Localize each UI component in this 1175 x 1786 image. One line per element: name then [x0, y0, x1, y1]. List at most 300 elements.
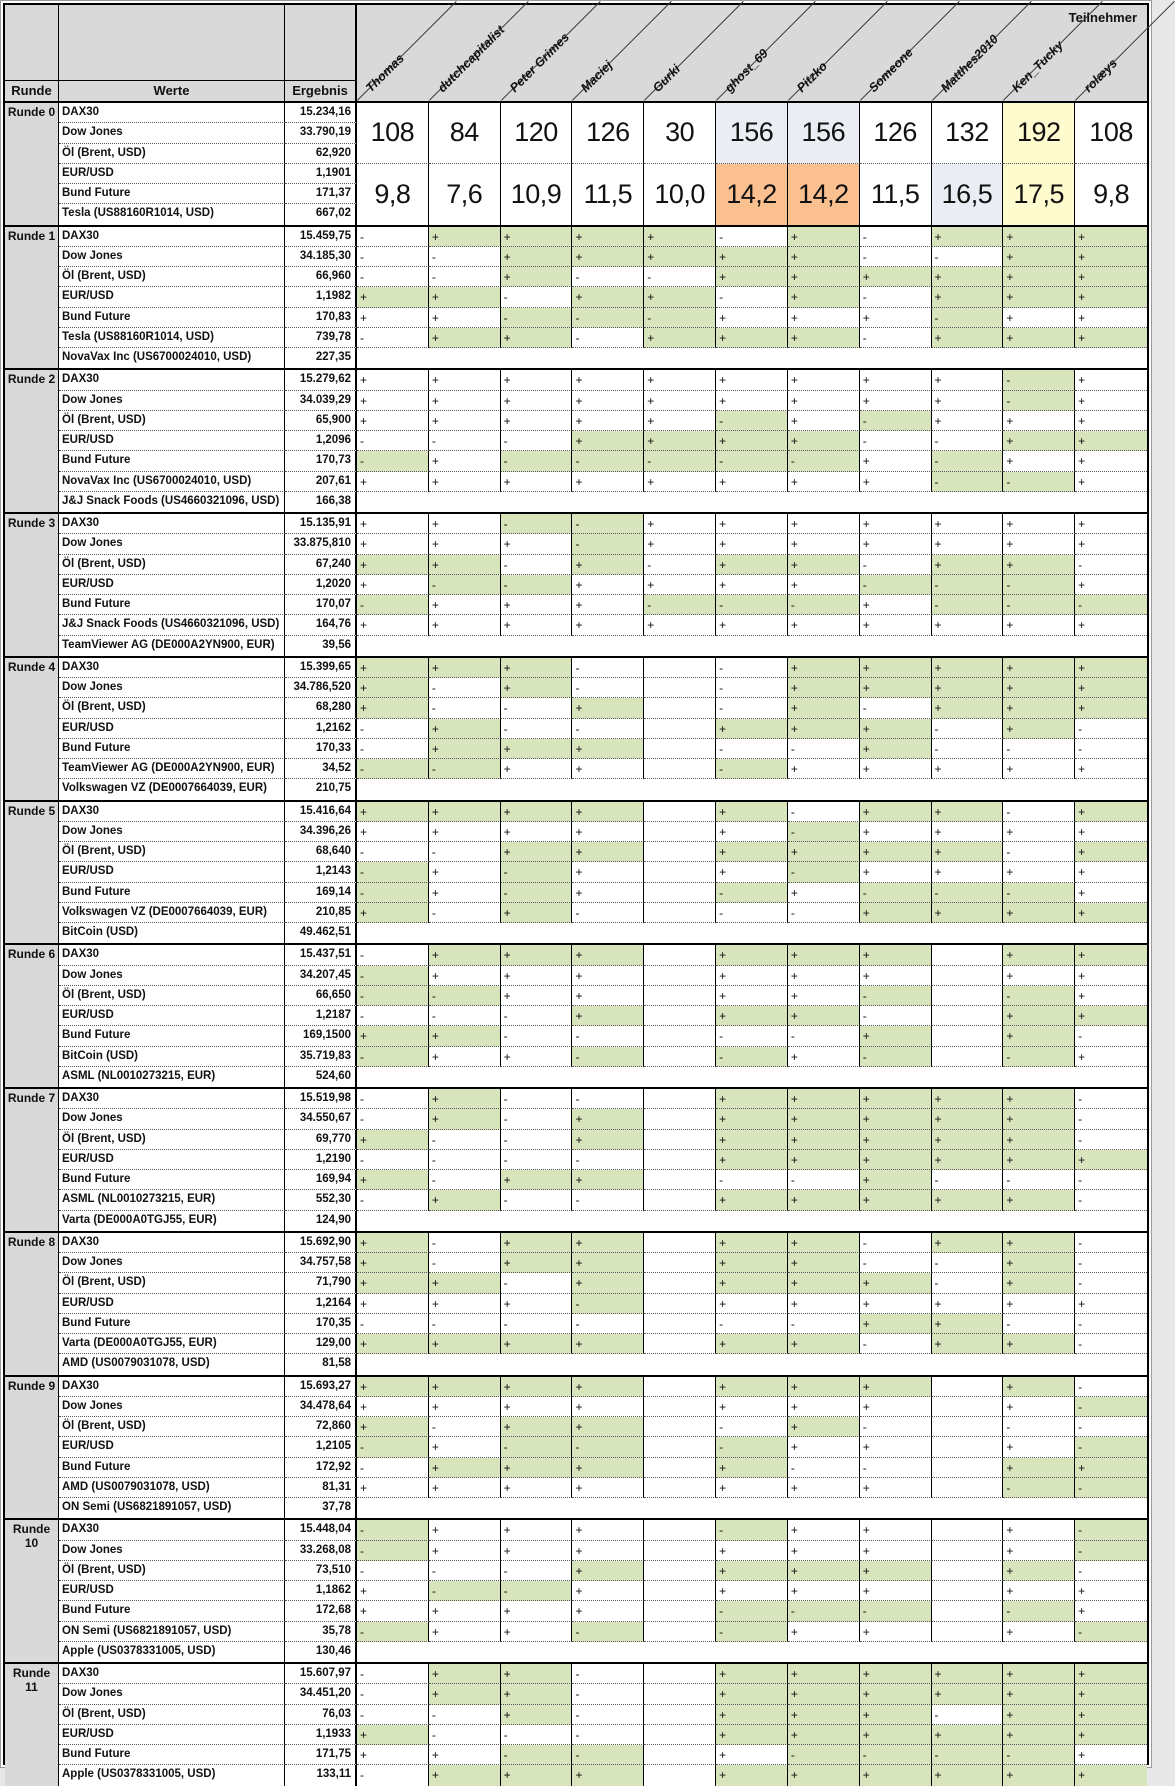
guess-down-cell[interactable]: -	[860, 575, 932, 595]
guess-up-cell[interactable]: +	[429, 555, 501, 575]
ergebnis-cell[interactable]: 34,52	[285, 759, 357, 779]
werte-cell[interactable]: NovaVax Inc (US6700024010, USD)	[59, 472, 285, 492]
ergebnis-cell[interactable]: 207,61	[285, 472, 357, 492]
guess-down-cell[interactable]: -	[357, 595, 429, 615]
guess-up-cell[interactable]: +	[429, 1334, 501, 1354]
guess-up-cell[interactable]: +	[429, 411, 501, 431]
guess-up-cell[interactable]: +	[501, 247, 573, 267]
guess-up-cell[interactable]: +	[1003, 1581, 1075, 1601]
guess-up-cell[interactable]: +	[357, 472, 429, 492]
guess-up-cell[interactable]: +	[788, 1150, 860, 1170]
guess-down-cell[interactable]: -	[357, 1520, 429, 1540]
guess-up-cell[interactable]: +	[860, 822, 932, 842]
guess-down-cell[interactable]: -	[1075, 1314, 1147, 1334]
werte-cell[interactable]: Öl (Brent, USD)	[59, 1561, 285, 1581]
guess-up-cell[interactable]: +	[1075, 1745, 1147, 1765]
ergebnis-cell[interactable]: 15.234,16	[285, 103, 357, 123]
guess-up-cell[interactable]: +	[1003, 1397, 1075, 1417]
guess-up-cell[interactable]: +	[644, 575, 716, 595]
guess-down-cell[interactable]: -	[716, 1622, 788, 1642]
ergebnis-cell[interactable]: 33.268,08	[285, 1541, 357, 1561]
guess-up-cell[interactable]: +	[501, 1417, 573, 1437]
guess-up-cell[interactable]: +	[860, 391, 932, 411]
guess-up-cell[interactable]: +	[572, 802, 644, 822]
guess-up-cell[interactable]: +	[788, 1705, 860, 1725]
werte-cell[interactable]: Dow Jones	[59, 1684, 285, 1704]
empty-guess-cell[interactable]	[644, 945, 716, 965]
guess-up-cell[interactable]: +	[1003, 267, 1075, 287]
guess-up-cell[interactable]: +	[501, 1047, 573, 1067]
werte-cell[interactable]: Dow Jones	[59, 1541, 285, 1561]
empty-guess-cell[interactable]	[932, 1581, 1004, 1601]
empty-guess-cell[interactable]	[644, 883, 716, 903]
guess-up-cell[interactable]: +	[716, 308, 788, 328]
guess-up-cell[interactable]: +	[501, 370, 573, 390]
werte-cell[interactable]: BitCoin (USD)	[59, 923, 285, 943]
empty-guess-cell[interactable]	[644, 1581, 716, 1601]
ergebnis-cell[interactable]: 62,920	[285, 144, 357, 164]
guess-down-cell[interactable]: -	[429, 759, 501, 779]
guess-up-cell[interactable]: +	[788, 658, 860, 678]
guess-up-cell[interactable]: +	[788, 1581, 860, 1601]
guess-up-cell[interactable]: +	[716, 1397, 788, 1417]
guess-up-cell[interactable]: +	[1075, 698, 1147, 718]
guess-up-cell[interactable]: +	[716, 1233, 788, 1253]
ergebnis-cell[interactable]: 166,38	[285, 492, 357, 512]
guess-down-cell[interactable]: -	[572, 1294, 644, 1314]
empty-guess-cell[interactable]	[644, 759, 716, 779]
guess-up-cell[interactable]: +	[644, 431, 716, 451]
guess-up-cell[interactable]: +	[572, 1109, 644, 1129]
guess-down-cell[interactable]: -	[572, 1150, 644, 1170]
guess-down-cell[interactable]: -	[357, 1047, 429, 1067]
round-label[interactable]: Runde 9	[5, 1377, 59, 1519]
round-label[interactable]: Runde 1	[5, 227, 59, 369]
guess-down-cell[interactable]: -	[572, 451, 644, 471]
guess-down-cell[interactable]: -	[357, 1664, 429, 1684]
guess-down-cell[interactable]: -	[572, 1745, 644, 1765]
guess-down-cell[interactable]: -	[932, 1273, 1004, 1293]
guess-down-cell[interactable]: -	[429, 1725, 501, 1745]
guess-up-cell[interactable]: +	[501, 1170, 573, 1190]
guess-up-cell[interactable]: +	[788, 966, 860, 986]
guess-up-cell[interactable]: +	[429, 1622, 501, 1642]
guess-up-cell[interactable]: +	[1075, 534, 1147, 554]
guess-up-cell[interactable]: +	[572, 1601, 644, 1621]
ergebnis-cell[interactable]: 68,280	[285, 698, 357, 718]
guess-up-cell[interactable]: +	[572, 615, 644, 635]
guess-up-cell[interactable]: +	[501, 595, 573, 615]
werte-cell[interactable]: BitCoin (USD)	[59, 1047, 285, 1067]
guess-up-cell[interactable]: +	[788, 678, 860, 698]
guess-up-cell[interactable]: +	[932, 903, 1004, 923]
guess-up-cell[interactable]: +	[429, 1294, 501, 1314]
guess-down-cell[interactable]: -	[357, 1437, 429, 1457]
guess-up-cell[interactable]: +	[357, 615, 429, 635]
guess-up-cell[interactable]: +	[788, 1334, 860, 1354]
guess-up-cell[interactable]: +	[1003, 1130, 1075, 1150]
guess-up-cell[interactable]: +	[429, 1541, 501, 1561]
empty-guess-cell[interactable]	[932, 1026, 1004, 1046]
guess-down-cell[interactable]: -	[572, 903, 644, 923]
guess-up-cell[interactable]: +	[429, 966, 501, 986]
guess-up-cell[interactable]: +	[788, 328, 860, 348]
empty-guess-cell[interactable]	[644, 1190, 716, 1210]
guess-up-cell[interactable]: +	[788, 534, 860, 554]
participant-header[interactable]	[932, 5, 1004, 101]
guess-up-cell[interactable]: +	[644, 328, 716, 348]
guess-up-cell[interactable]: +	[357, 1377, 429, 1397]
ergebnis-cell[interactable]: 33.790,19	[285, 123, 357, 143]
guess-down-cell[interactable]: -	[501, 1314, 573, 1334]
guess-down-cell[interactable]: -	[429, 903, 501, 923]
guess-up-cell[interactable]: +	[357, 1170, 429, 1190]
ergebnis-cell[interactable]: 1,2162	[285, 719, 357, 739]
new-value-row-strip[interactable]	[357, 1211, 1147, 1231]
ergebnis-cell[interactable]: 81,58	[285, 1354, 357, 1374]
guess-down-cell[interactable]: -	[429, 267, 501, 287]
round-label[interactable]: Runde 4	[5, 658, 59, 800]
guess-up-cell[interactable]: +	[1075, 451, 1147, 471]
guess-up-cell[interactable]: +	[501, 411, 573, 431]
guess-up-cell[interactable]: +	[429, 945, 501, 965]
guess-up-cell[interactable]: +	[644, 615, 716, 635]
guess-up-cell[interactable]: +	[644, 411, 716, 431]
empty-guess-cell[interactable]	[644, 1478, 716, 1498]
guess-up-cell[interactable]: +	[788, 1273, 860, 1293]
guess-up-cell[interactable]: +	[501, 802, 573, 822]
guess-up-cell[interactable]: +	[429, 802, 501, 822]
guess-down-cell[interactable]: -	[501, 1150, 573, 1170]
guess-up-cell[interactable]: +	[716, 802, 788, 822]
ergebnis-cell[interactable]: 172,92	[285, 1458, 357, 1478]
guess-up-cell[interactable]: +	[716, 986, 788, 1006]
guess-down-cell[interactable]: -	[429, 1581, 501, 1601]
guess-up-cell[interactable]: +	[932, 802, 1004, 822]
guess-up-cell[interactable]: +	[572, 883, 644, 903]
guess-up-cell[interactable]: +	[572, 822, 644, 842]
guess-up-cell[interactable]: +	[429, 1109, 501, 1129]
guess-up-cell[interactable]: +	[716, 575, 788, 595]
guess-up-cell[interactable]: +	[572, 1334, 644, 1354]
werte-cell[interactable]: EUR/USD	[59, 1437, 285, 1457]
guess-down-cell[interactable]: -	[501, 1437, 573, 1457]
guess-up-cell[interactable]: +	[716, 370, 788, 390]
guess-up-cell[interactable]: +	[429, 862, 501, 882]
guess-down-cell[interactable]: -	[1003, 1047, 1075, 1067]
ergebnis-cell[interactable]: 524,60	[285, 1067, 357, 1087]
guess-down-cell[interactable]: -	[501, 1130, 573, 1150]
empty-guess-cell[interactable]	[644, 739, 716, 759]
guess-down-cell[interactable]: -	[1075, 1622, 1147, 1642]
guess-down-cell[interactable]: -	[788, 1745, 860, 1765]
empty-guess-cell[interactable]	[644, 822, 716, 842]
guess-down-cell[interactable]: -	[357, 1314, 429, 1334]
guess-down-cell[interactable]: -	[860, 247, 932, 267]
guess-up-cell[interactable]: +	[860, 1581, 932, 1601]
new-value-row-strip[interactable]	[357, 1354, 1147, 1374]
ergebnis-cell[interactable]: 15.459,75	[285, 227, 357, 247]
guess-up-cell[interactable]: +	[1075, 862, 1147, 882]
guess-up-cell[interactable]: +	[860, 1314, 932, 1334]
ergebnis-cell[interactable]: 1,1862	[285, 1581, 357, 1601]
guess-up-cell[interactable]: +	[429, 1089, 501, 1109]
empty-guess-cell[interactable]	[644, 1437, 716, 1457]
guess-up-cell[interactable]: +	[1003, 1458, 1075, 1478]
guess-down-cell[interactable]: -	[572, 1026, 644, 1046]
guess-up-cell[interactable]: +	[357, 1581, 429, 1601]
guess-up-cell[interactable]: +	[357, 308, 429, 328]
guess-up-cell[interactable]: +	[1075, 287, 1147, 307]
guess-up-cell[interactable]: +	[1075, 1684, 1147, 1704]
new-value-row-strip[interactable]	[357, 492, 1147, 512]
guess-up-cell[interactable]: +	[429, 1520, 501, 1540]
guess-down-cell[interactable]: -	[429, 842, 501, 862]
werte-cell[interactable]: J&J Snack Foods (US4660321096, USD)	[59, 492, 285, 512]
guess-up-cell[interactable]: +	[1075, 1765, 1147, 1785]
guess-up-cell[interactable]: +	[429, 822, 501, 842]
guess-up-cell[interactable]: +	[716, 1664, 788, 1684]
werte-cell[interactable]: Bund Future	[59, 739, 285, 759]
guess-down-cell[interactable]: -	[357, 739, 429, 759]
guess-down-cell[interactable]: -	[357, 862, 429, 882]
guess-down-cell[interactable]: -	[932, 1170, 1004, 1190]
guess-down-cell[interactable]: -	[357, 227, 429, 247]
guess-down-cell[interactable]: -	[357, 1089, 429, 1109]
guess-up-cell[interactable]: +	[860, 678, 932, 698]
empty-guess-cell[interactable]	[932, 1541, 1004, 1561]
guess-up-cell[interactable]: +	[1003, 903, 1075, 923]
empty-guess-cell[interactable]	[644, 862, 716, 882]
werte-cell[interactable]: Öl (Brent, USD)	[59, 555, 285, 575]
guess-up-cell[interactable]: +	[716, 1377, 788, 1397]
werte-cell[interactable]: Bund Future	[59, 184, 285, 204]
guess-down-cell[interactable]: -	[357, 1541, 429, 1561]
guess-up-cell[interactable]: +	[860, 1377, 932, 1397]
guess-down-cell[interactable]: -	[788, 903, 860, 923]
average-score-cell[interactable]: 9,8	[357, 164, 429, 225]
guess-up-cell[interactable]: +	[1075, 1601, 1147, 1621]
guess-up-cell[interactable]: +	[1003, 451, 1075, 471]
guess-down-cell[interactable]: -	[501, 555, 573, 575]
guess-up-cell[interactable]: +	[644, 472, 716, 492]
guess-up-cell[interactable]: +	[1075, 1725, 1147, 1745]
werte-cell[interactable]: J&J Snack Foods (US4660321096, USD)	[59, 615, 285, 635]
guess-up-cell[interactable]: +	[788, 1377, 860, 1397]
guess-up-cell[interactable]: +	[429, 1047, 501, 1067]
guess-down-cell[interactable]: -	[357, 1458, 429, 1478]
guess-up-cell[interactable]: +	[357, 822, 429, 842]
round-label[interactable]: Runde 10	[5, 1520, 59, 1662]
guess-up-cell[interactable]: +	[1003, 1089, 1075, 1109]
guess-down-cell[interactable]: -	[1003, 1745, 1075, 1765]
guess-up-cell[interactable]: +	[860, 472, 932, 492]
guess-down-cell[interactable]: -	[357, 1622, 429, 1642]
guess-up-cell[interactable]: +	[572, 1417, 644, 1437]
werte-cell[interactable]: Bund Future	[59, 451, 285, 471]
guess-down-cell[interactable]: -	[716, 883, 788, 903]
total-score-cell[interactable]: 108	[1075, 103, 1147, 164]
guess-up-cell[interactable]: +	[501, 1334, 573, 1354]
empty-guess-cell[interactable]	[644, 1520, 716, 1540]
empty-guess-cell[interactable]	[644, 1622, 716, 1642]
guess-down-cell[interactable]: -	[860, 698, 932, 718]
new-value-row-strip[interactable]	[357, 1642, 1147, 1662]
werte-cell[interactable]: EUR/USD	[59, 575, 285, 595]
guess-up-cell[interactable]: +	[1003, 658, 1075, 678]
guess-down-cell[interactable]: -	[429, 247, 501, 267]
guess-down-cell[interactable]: -	[572, 1725, 644, 1745]
guess-down-cell[interactable]: -	[501, 883, 573, 903]
empty-guess-cell[interactable]	[644, 1253, 716, 1273]
guess-down-cell[interactable]: -	[716, 1437, 788, 1457]
total-score-cell[interactable]: 192	[1003, 103, 1075, 164]
werte-cell[interactable]: TeamViewer AG (DE000A2YN900, EUR)	[59, 636, 285, 656]
guess-down-cell[interactable]: -	[644, 555, 716, 575]
werte-cell[interactable]: EUR/USD	[59, 862, 285, 882]
empty-guess-cell[interactable]	[932, 966, 1004, 986]
guess-down-cell[interactable]: -	[788, 1170, 860, 1190]
ergebnis-cell[interactable]: 739,78	[285, 328, 357, 348]
guess-up-cell[interactable]: +	[860, 1150, 932, 1170]
ergebnis-cell[interactable]: 15.135,91	[285, 514, 357, 534]
guess-up-cell[interactable]: +	[788, 555, 860, 575]
guess-up-cell[interactable]: +	[932, 1664, 1004, 1684]
ergebnis-cell[interactable]: 34.451,20	[285, 1684, 357, 1704]
werte-cell[interactable]: Apple (US0378331005, USD)	[59, 1642, 285, 1662]
guess-up-cell[interactable]: +	[860, 1684, 932, 1704]
guess-down-cell[interactable]: -	[357, 1684, 429, 1704]
guess-up-cell[interactable]: +	[932, 1109, 1004, 1129]
guess-up-cell[interactable]: +	[788, 1725, 860, 1745]
werte-cell[interactable]: EUR/USD	[59, 1294, 285, 1314]
ergebnis-cell[interactable]: 34.039,29	[285, 391, 357, 411]
empty-guess-cell[interactable]	[932, 1601, 1004, 1621]
guess-up-cell[interactable]: +	[1075, 267, 1147, 287]
guess-up-cell[interactable]: +	[1003, 227, 1075, 247]
guess-up-cell[interactable]: +	[788, 1190, 860, 1210]
guess-down-cell[interactable]: -	[357, 267, 429, 287]
guess-down-cell[interactable]: -	[788, 595, 860, 615]
average-score-cell[interactable]: 14,2	[788, 164, 860, 225]
empty-guess-cell[interactable]	[644, 1089, 716, 1109]
guess-up-cell[interactable]: +	[860, 1725, 932, 1745]
average-score-cell[interactable]: 14,2	[716, 164, 788, 225]
guess-up-cell[interactable]: +	[1075, 328, 1147, 348]
ergebnis-cell[interactable]: 1,2096	[285, 431, 357, 451]
guess-down-cell[interactable]: -	[501, 1026, 573, 1046]
guess-up-cell[interactable]: +	[1075, 658, 1147, 678]
guess-up-cell[interactable]: +	[860, 1109, 932, 1129]
guess-up-cell[interactable]: +	[644, 391, 716, 411]
guess-down-cell[interactable]: -	[501, 1273, 573, 1293]
total-score-cell[interactable]: 30	[644, 103, 716, 164]
werte-cell[interactable]: ASML (NL0010273215, EUR)	[59, 1067, 285, 1087]
guess-up-cell[interactable]: +	[357, 1725, 429, 1745]
werte-cell[interactable]: Dow Jones	[59, 1253, 285, 1273]
guess-up-cell[interactable]: +	[788, 431, 860, 451]
guess-up-cell[interactable]: +	[429, 472, 501, 492]
guess-up-cell[interactable]: +	[788, 945, 860, 965]
guess-up-cell[interactable]: +	[1003, 1190, 1075, 1210]
participant-header[interactable]	[716, 5, 788, 101]
guess-down-cell[interactable]: -	[429, 431, 501, 451]
guess-down-cell[interactable]: -	[716, 759, 788, 779]
guess-up-cell[interactable]: +	[788, 247, 860, 267]
empty-guess-cell[interactable]	[644, 986, 716, 1006]
guess-up-cell[interactable]: +	[501, 328, 573, 348]
guess-down-cell[interactable]: -	[357, 247, 429, 267]
ergebnis-cell[interactable]: 169,14	[285, 883, 357, 903]
guess-up-cell[interactable]: +	[860, 370, 932, 390]
guess-down-cell[interactable]: -	[429, 1170, 501, 1190]
guess-down-cell[interactable]: -	[572, 1684, 644, 1704]
guess-down-cell[interactable]: -	[932, 308, 1004, 328]
werte-cell[interactable]: Öl (Brent, USD)	[59, 1417, 285, 1437]
werte-cell[interactable]: Tesla (US88160R1014, USD)	[59, 204, 285, 224]
guess-up-cell[interactable]: +	[716, 1705, 788, 1725]
guess-up-cell[interactable]: +	[1003, 1664, 1075, 1684]
guess-up-cell[interactable]: +	[932, 1334, 1004, 1354]
ergebnis-cell[interactable]: 69,770	[285, 1130, 357, 1150]
average-score-cell[interactable]: 9,8	[1075, 164, 1147, 225]
guess-up-cell[interactable]: +	[788, 472, 860, 492]
guess-up-cell[interactable]: +	[572, 1377, 644, 1397]
guess-down-cell[interactable]: -	[357, 986, 429, 1006]
guess-down-cell[interactable]: -	[429, 1130, 501, 1150]
empty-guess-cell[interactable]	[644, 1397, 716, 1417]
guess-up-cell[interactable]: +	[860, 719, 932, 739]
guess-up-cell[interactable]: +	[1075, 678, 1147, 698]
guess-up-cell[interactable]: +	[429, 1458, 501, 1478]
participant-header[interactable]	[1075, 5, 1147, 101]
werte-cell[interactable]: AMD (US0079031078, USD)	[59, 1478, 285, 1498]
ergebnis-cell[interactable]: 34.550,67	[285, 1109, 357, 1129]
guess-up-cell[interactable]: +	[572, 411, 644, 431]
ergebnis-cell[interactable]: 667,02	[285, 204, 357, 224]
guess-up-cell[interactable]: +	[788, 1006, 860, 1026]
werte-cell[interactable]: EUR/USD	[59, 1581, 285, 1601]
guess-up-cell[interactable]: +	[572, 391, 644, 411]
ergebnis-cell[interactable]: 34.207,45	[285, 966, 357, 986]
guess-up-cell[interactable]: +	[1003, 678, 1075, 698]
guess-up-cell[interactable]: +	[788, 1622, 860, 1642]
empty-guess-cell[interactable]	[932, 1520, 1004, 1540]
guess-up-cell[interactable]: +	[860, 862, 932, 882]
round-label[interactable]: Runde 5	[5, 802, 59, 944]
werte-cell[interactable]: DAX30	[59, 227, 285, 247]
guess-up-cell[interactable]: +	[860, 966, 932, 986]
guess-up-cell[interactable]: +	[1003, 1109, 1075, 1129]
guess-up-cell[interactable]: +	[716, 1541, 788, 1561]
ergebnis-cell[interactable]: 76,03	[285, 1705, 357, 1725]
guess-up-cell[interactable]: +	[572, 986, 644, 1006]
round-label[interactable]: Runde 0	[5, 103, 59, 225]
werte-cell[interactable]: Bund Future	[59, 1601, 285, 1621]
werte-cell[interactable]: Bund Future	[59, 308, 285, 328]
participant-header[interactable]	[501, 5, 573, 101]
ergebnis-cell[interactable]: 170,73	[285, 451, 357, 471]
guess-down-cell[interactable]: -	[1075, 1089, 1147, 1109]
guess-up-cell[interactable]: +	[357, 698, 429, 718]
guess-down-cell[interactable]: -	[788, 739, 860, 759]
guess-up-cell[interactable]: +	[788, 1109, 860, 1129]
ergebnis-cell[interactable]: 15.519,98	[285, 1089, 357, 1109]
werte-cell[interactable]: EUR/USD	[59, 287, 285, 307]
ergebnis-cell[interactable]: 72,860	[285, 1417, 357, 1437]
guess-up-cell[interactable]: +	[1003, 1725, 1075, 1745]
guess-up-cell[interactable]: +	[501, 759, 573, 779]
